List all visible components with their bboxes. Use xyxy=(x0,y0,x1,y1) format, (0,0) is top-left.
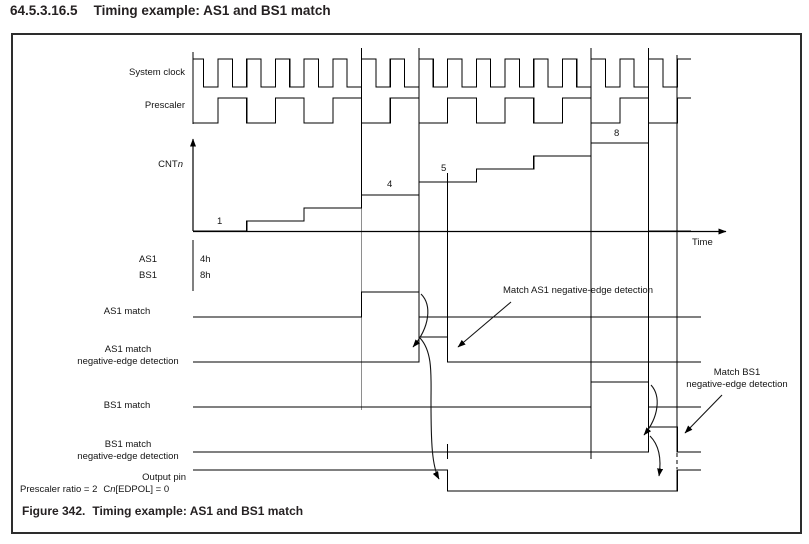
waveform-output-pin xyxy=(193,470,701,491)
cnt-value-1: 1 xyxy=(217,216,223,227)
cnt-prefix: CNT xyxy=(158,159,178,170)
annotation-match-as1: Match AS1 negative-edge detection xyxy=(503,285,653,296)
figure-caption xyxy=(22,504,303,518)
arrow-match-as1-text-pointer xyxy=(458,302,511,347)
as1-match-line1: AS1 match xyxy=(104,344,152,355)
waveform-prescaler xyxy=(193,98,691,123)
as1-negedge-line2: negative-edge detection xyxy=(77,355,179,367)
signal-label-prescaler: Prescaler xyxy=(144,100,185,111)
match-bs1-line2: negative-edge detection xyxy=(686,378,788,390)
register-label-bs1: BS1 xyxy=(139,270,157,281)
register-value-as1: 4h xyxy=(200,254,211,265)
bs1-negedge-line2: negative-edge detection xyxy=(77,450,179,462)
diagram-render-root xyxy=(193,48,726,491)
figure-footnote xyxy=(20,484,169,495)
waveform-bs1-match xyxy=(193,382,701,407)
figure-caption-number: Figure 342. xyxy=(22,504,86,518)
arrow-match-bs1-text-pointer xyxy=(685,395,722,433)
signal-label-as1-match: AS1 match xyxy=(103,306,151,317)
waveform-bs1-match-negative-edge-detection xyxy=(193,427,701,452)
cnt-n-italic: n xyxy=(177,159,183,170)
signal-label-output-pin: Output pin xyxy=(142,472,186,483)
cnt-value-8: 8 xyxy=(614,128,620,139)
match-bs1-line1: Match BS1 xyxy=(713,367,761,378)
cnt-value-4: 4 xyxy=(387,179,393,190)
cnt-value-5: 5 xyxy=(441,163,447,174)
section-number: 64.5.3.16.5 xyxy=(10,3,78,18)
figure-caption-text: Timing example: AS1 and BS1 match xyxy=(92,504,304,518)
register-value-bs1: 8h xyxy=(200,270,211,281)
edpol-c: C xyxy=(103,484,111,495)
arrow-bs1-negedge-pulse-to-output-rise xyxy=(650,436,660,476)
signal-label-system-clock: System clock xyxy=(129,67,185,78)
signal-label-cntn xyxy=(83,159,183,170)
waveform-cntn xyxy=(193,143,691,231)
signal-label-as1-match-negative-edge xyxy=(72,344,184,367)
edpol-rest: [EDPOL] = 0 xyxy=(115,484,170,495)
signal-label-bs1-match-negative-edge xyxy=(72,439,184,462)
prescaler-ratio-note: Prescaler ratio = 2 xyxy=(20,484,98,495)
edpol-n-italic: n xyxy=(110,484,116,495)
axis-label-time: Time xyxy=(692,237,713,248)
annotation-match-bs1 xyxy=(683,367,791,390)
register-label-as1: AS1 xyxy=(139,254,157,265)
signal-label-bs1-match: BS1 match xyxy=(103,400,151,411)
arrow-negedge-pulse-to-output-fall xyxy=(420,338,439,479)
waveform-as1-match-negative-edge-detection xyxy=(193,337,701,362)
section-title: Timing example: AS1 and BS1 match xyxy=(93,3,331,18)
waveform-system-clock xyxy=(193,59,691,87)
bs1-match-line1: BS1 match xyxy=(104,439,152,450)
